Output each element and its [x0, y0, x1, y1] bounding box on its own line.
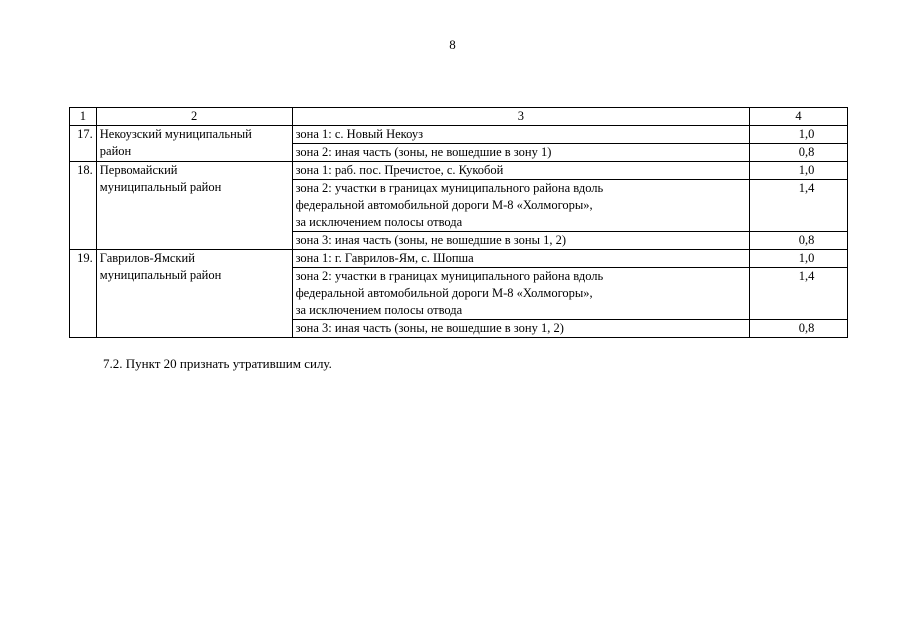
zone-line: зона 3: иная часть (зоны, не вошедшие в зоны 1, 2) [295, 233, 567, 247]
district-name-line: Некоузский муниципальный [99, 127, 252, 141]
zone-line: за исключением полосы отвода [295, 303, 463, 317]
zone-coefficient [750, 180, 848, 232]
zone-coefficient [750, 162, 848, 180]
zone-line: зона 1: г. Гаврилов-Ям, с. Шопша [295, 251, 474, 265]
zone-description [292, 232, 750, 250]
header-cell: 1 [70, 108, 97, 126]
zone-coefficient [750, 232, 848, 250]
district-name-line: муниципальный район [99, 180, 222, 194]
amendment-note: 7.2. Пункт 20 признать утратившим силу. [103, 356, 332, 371]
zone-coefficient [750, 320, 848, 338]
zone-line: зона 2: участки в границах муниципального района вдоль [295, 269, 604, 283]
coefficient-value: 1,0 [798, 127, 815, 141]
district-name [96, 126, 292, 162]
zone-line: зона 1: с. Новый Некоуз [295, 127, 424, 141]
zone-coefficient [750, 268, 848, 320]
zone-description [292, 144, 750, 162]
table-row [70, 250, 848, 268]
page-number: 8 [449, 37, 456, 52]
coefficient-value: 1,4 [798, 181, 815, 195]
row-number: 18. [70, 162, 97, 250]
table-row [70, 126, 848, 144]
zone-description [292, 250, 750, 268]
zone-coefficient [750, 250, 848, 268]
district-name-line: район [99, 144, 132, 158]
zone-description [292, 126, 750, 144]
zone-description [292, 268, 750, 320]
row-number: 19. [70, 250, 97, 338]
zone-description [292, 180, 750, 232]
district-name-line: Гаврилов-Ямский [99, 251, 195, 265]
coefficient-value: 0,8 [798, 321, 815, 335]
header-cell: 3 [292, 108, 750, 126]
coefficient-value: 0,8 [798, 233, 815, 247]
district-name-line: муниципальный район [99, 268, 222, 282]
zone-line: за исключением полосы отвода [295, 215, 463, 229]
header-cell: 2 [96, 108, 292, 126]
zone-coefficient [750, 126, 848, 144]
coefficient-value: 1,0 [798, 163, 815, 177]
district-name [96, 250, 292, 338]
zone-line: зона 2: иная часть (зоны, не вошедшие в зону 1) [295, 145, 552, 159]
zone-description [292, 320, 750, 338]
coefficient-value: 1,4 [798, 269, 815, 283]
table-header-row [70, 108, 848, 126]
district-name-line: Первомайский [99, 163, 178, 177]
zone-coefficient-table [69, 107, 848, 338]
zone-line: федеральной автомобильной дороги М-8 «Холмогоры», [295, 286, 593, 300]
district-name [96, 162, 292, 250]
zone-line: зона 1: раб. пос. Пречистое, с. Кукобой [295, 163, 504, 177]
header-cell: 4 [750, 108, 848, 126]
zone-line: зона 2: участки в границах муниципального района вдоль [295, 181, 604, 195]
table-row [70, 162, 848, 180]
row-number: 17. [70, 126, 97, 162]
coefficient-value: 1,0 [798, 251, 815, 265]
zone-line: федеральной автомобильной дороги М-8 «Холмогоры», [295, 198, 593, 212]
zone-line: зона 3: иная часть (зоны, не вошедшие в зону 1, 2) [295, 321, 564, 335]
zone-description [292, 162, 750, 180]
zone-coefficient [750, 144, 848, 162]
coefficient-value: 0,8 [798, 145, 815, 159]
